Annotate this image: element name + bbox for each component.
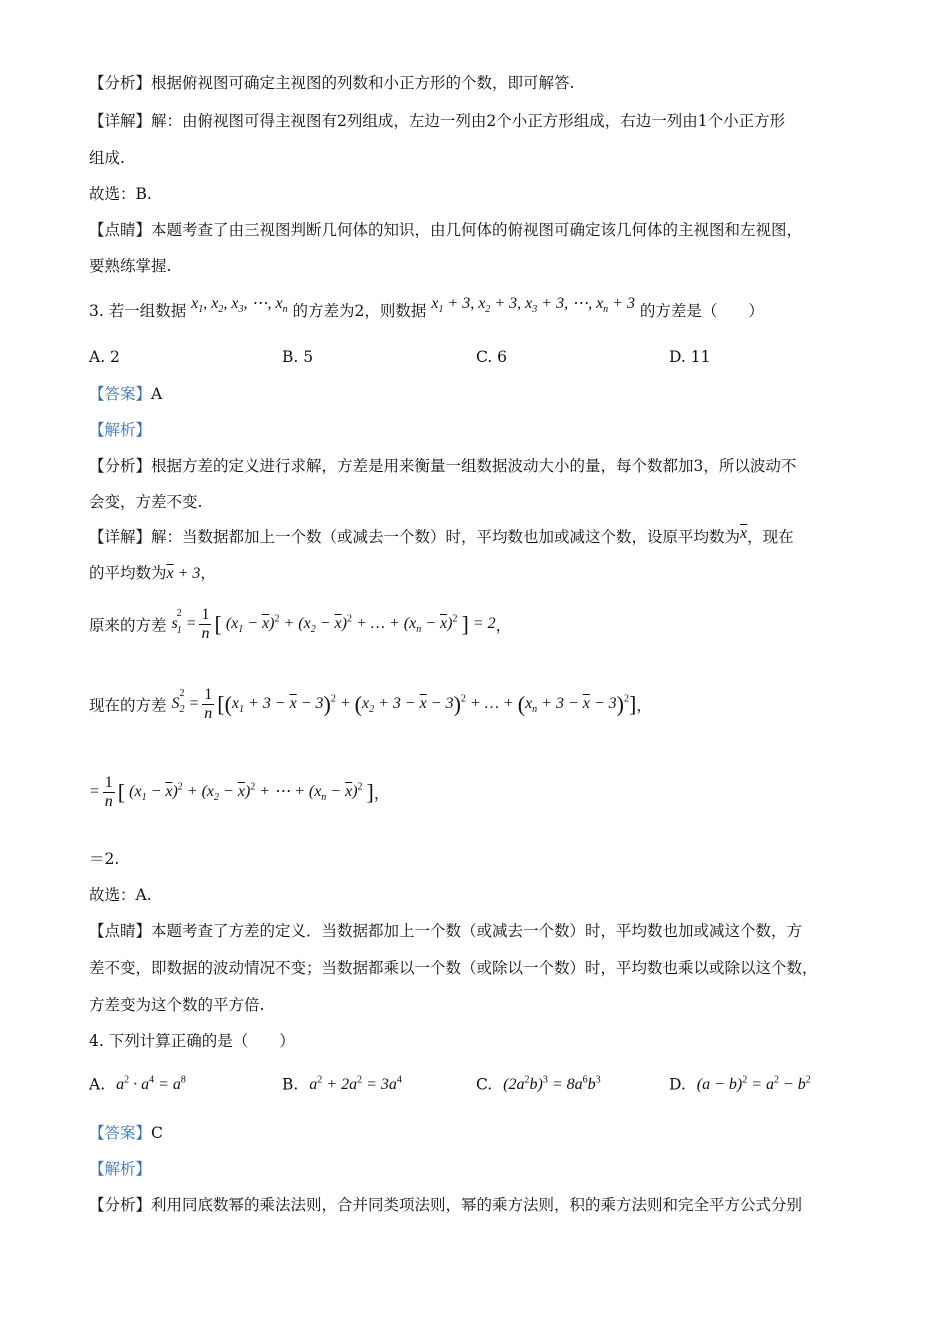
q3-option-c: C. 6 [476,348,508,366]
question-4-stem: 4. 下列计算正确的是（ ） [89,1032,295,1050]
q3-option-a: A. 2 [89,348,120,366]
q3-new-mean-end: ， [200,564,216,582]
q4-option-b-formula: $a^2 + 2a^2 = 3a^4$ [309,1075,402,1094]
q3-comment-line1: 【点睛】本题考查了方差的定义．当数据都加上一个数（或减去一个数）时，平均数也加或减这个数，方 [89,922,803,940]
q4-analysis-tag: 【解析】 [89,1160,152,1178]
q4-option-c [476,1075,601,1094]
q3-result-line: ＝2. [89,850,120,868]
q4-option-a-formula: $a^2 \cdot a^4 = a^8$ [116,1075,186,1094]
q3-answer-line [89,383,162,405]
q4-option-d-label: D. [669,1075,686,1094]
q4-answer-line [89,1122,163,1144]
q3-mid: 的方差为2，则数据 [292,302,427,320]
q3-xiangjie-line1 [89,526,794,549]
q3-current-variance-formula: $S_2^2$ = $\frac{1}{n}$ [$(x_1 + 3 - \overline{x} - 3)^2 + (x_2 + 3 - \overline{x} - 3)^2$ + … + $(x_n + 3 - \overline{x} - 3)^2$] [171,686,637,723]
q3-comment-line2: 差不变，即数据的波动情况不变；当数据都乘以一个数（或除以一个数）时，平均数也乘以或除以这个数， [89,959,818,977]
comment-line-q2: 【点睛】本题考查了由三视图判断几何体的知识，由几何体的俯视图可确定该几何体的主视图和左视图， [89,221,803,239]
q4-option-c-formula: $(2a^2b)^3 = 8a^6b^3$ [503,1075,601,1094]
q3-new-mean-formula: $\overline{x} + 3$ [166,565,201,582]
q3-xiangjie-end: ，现在 [747,528,794,546]
q3-xiangjie-text: 【详解】解：当数据都加上一个数（或减去一个数）时，平均数也加或减这个数，设原平均数为 [89,528,741,546]
q3-current-variance-label: 现在的方差 [89,696,167,715]
q3-new-mean-text: 的平均数为 [89,564,167,582]
q4-option-a-label: A. [89,1075,106,1094]
q3-choice-line: 故选：A. [89,886,152,904]
q3-comment-line3: 方差变为这个数的平方倍. [89,996,265,1014]
analysis-line-q2: 【分析】根据俯视图可确定主视图的列数和小正方形的个数，即可解答. [89,74,575,92]
q3-original-variance-label: 原来的方差 [89,616,167,635]
detail-line-q2-cont: 组成. [89,149,125,167]
q3-original-variance-formula: $s_1^2$ = $\frac{1}{n}$ [ $(x_1 - \overline{x})^2 + (x_2 - \overline{x})^2$ + … + $(x_n - \overline{x})^2$ ] = 2 [171,606,496,643]
q4-answer-value: C [151,1124,163,1142]
q3-answer-value: A [151,385,163,403]
q4-option-b [282,1075,402,1094]
q3-fenxi-line1: 【分析】根据方差的定义进行求解，方差是用来衡量一组数据波动大小的量，每个数都加3，所以波动不 [89,457,797,475]
q4-option-b-label: B. [282,1075,299,1094]
q3-fenxi-line2: 会变，方差不变. [89,493,203,511]
q4-option-d-formula: $(a - b)^2 = a^2 - b^2$ [696,1075,811,1094]
q3-simplified-formula: = $\frac{1}{n}$ [ $(x_1 - \overline{x})^2 + (x_2 - \overline{x})^2$ + ⋯ + $(x_n - \overline{x})^2$ ] [89,774,374,811]
q4-fenxi-line: 【分析】利用同底数幂的乘法法则，合并同类项法则，幂的乘方法则，积的乘方法则和完全平方公式分别 [89,1196,803,1214]
q3-original-variance-line: 原来的方差 $s_1^2$ = $\frac{1}{n}$ [ $(x_1 - \overline{x})^2 + (x_2 - \overline{x})^2$ + … + $(x_n - \overline{x})^2$ ] = 2， [89,606,512,643]
q3-data-set-formula: $x_1$, $x_2$, $x_3$, ⋯, $x_n$ [191,295,288,316]
question-3-stem [89,295,764,329]
q3-simplified-line: = $\frac{1}{n}$ [ $(x_1 - \overline{x})^2 + (x_2 - \overline{x})^2$ + ⋯ + $(x_n - \overline{x})^2$ ]， [89,774,390,811]
q4-option-d [669,1075,811,1094]
q4-option-a [89,1075,186,1094]
q3-xiangjie-line2 [89,562,216,585]
q3-option-d: D. 11 [669,348,711,366]
q3-current-variance-line: 现在的方差 $S_2^2$ = $\frac{1}{n}$ [$(x_1 + 3 - \overline{x} - 3)^2 + (x_2 + 3 - \overline{x} - 3)^2$ + … + $(x_n + 3 - \overline{x} - 3)^2$]， [89,686,652,723]
q3-option-b: B. 5 [282,348,314,366]
detail-line-q2: 【详解】解：由俯视图可得主视图有2列组成，左边一列由2个小正方形组成，右边一列由1个小正方形 [89,112,786,130]
q3-analysis-tag: 【解析】 [89,421,152,439]
q3-mean-symbol: $\overline{x}$ [740,525,748,542]
choice-line-q2: 故选：B. [89,185,152,203]
q3-answer-tag: 【答案】 [89,385,152,403]
q3-prefix: 3. 若一组数据 [89,302,187,320]
q3-suffix: 的方差是（ ） [639,302,764,320]
q4-option-c-label: C. [476,1075,493,1094]
q3-shifted-data-formula: $x_1 + 3$, $x_2 + 3$, $x_3 + 3$, ⋯, $x_n + 3$ [431,295,635,316]
q4-answer-tag: 【答案】 [89,1124,152,1142]
comment-line-q2-cont: 要熟练掌握. [89,257,172,275]
